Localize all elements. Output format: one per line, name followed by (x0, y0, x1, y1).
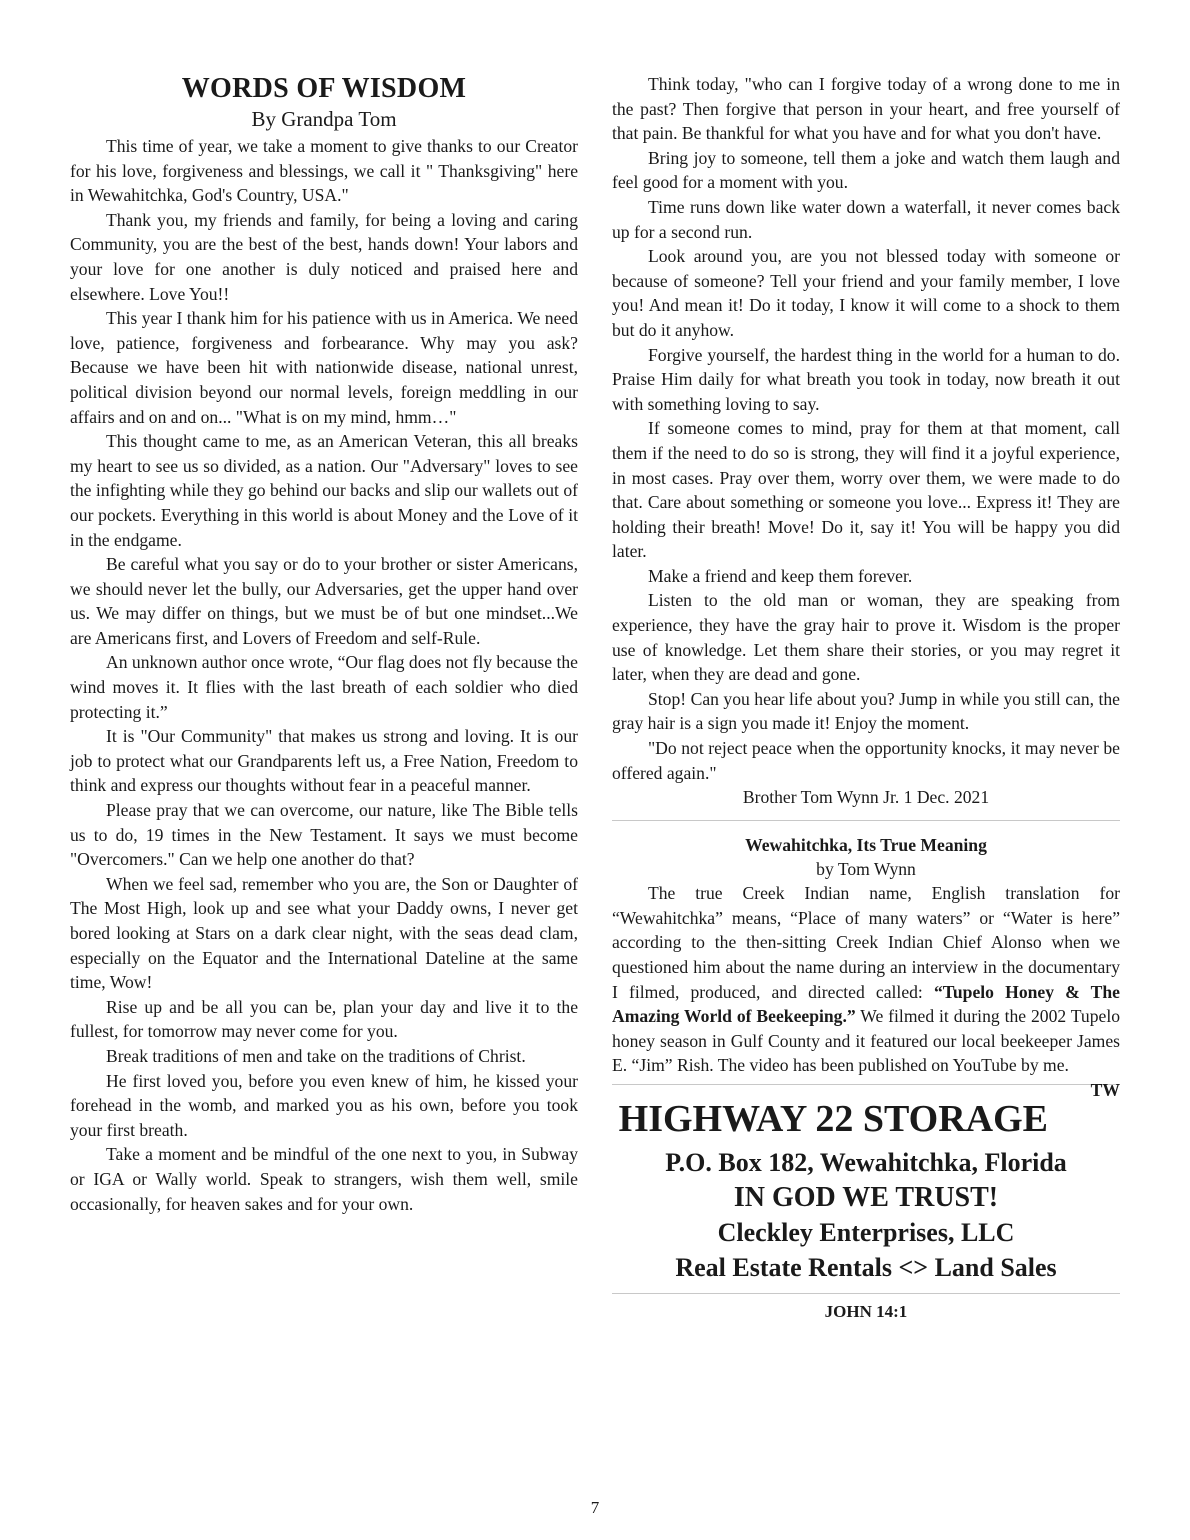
paragraph: Rise up and be all you can be, plan your day and live it to the fullest, for tomorrow may never come for you. (70, 996, 578, 1042)
meaning-byline: by Tom Wynn (816, 859, 916, 880)
paragraph: Take a moment and be mindful of the one next to you, in Subway or IGA or Wally world. Speak to strangers, wish them well, smile occasionally, for heaven sakes and for your own. (70, 1144, 578, 1214)
meaning-paragraph (612, 881, 1121, 1100)
meaning-title: Wewahitchka, Its True Meaning (745, 835, 987, 856)
paragraph: He first loved you, before you even knew of him, he kissed your forehead in the womb, and marked you as his own, before you took your first breath. (70, 1070, 578, 1140)
paragraph: Stop! Can you hear life about you? Jump in while you still can, the gray hair is a sign you made it! Enjoy the moment. (612, 688, 1120, 734)
paragraph: This time of year, we take a moment to give thanks to our Creator for his love, forgiveness and blessings, we call it " Thanksgiving" here in Wewahitchka, God's Country, USA." (70, 136, 578, 206)
ad-motto: IN GOD WE TRUST! (733, 1181, 999, 1213)
page-number: 7 (590, 1498, 600, 1517)
divider (612, 820, 1120, 821)
paragraph: Look around you, are you not blessed today with someone or because of someone? Tell your friend and your family member, I love you! And mean it! Do it today, I know it will come to a shock to them but do it anyhow. (612, 246, 1120, 340)
paragraph: Please pray that we can overcome, our nature, like The Bible tells us to do, 19 times in the New Testament. It says we must become "Overcomers." Can we help one another do that? (70, 800, 578, 870)
paragraph: If someone comes to mind, pray for them at that moment, call them if the need to do so is strong, they will find it a joyful experience, in most cases. Pray over them, worry over them, we were made to do that. Care about something or someone you love... Express it! They are holding their breath! Move! Do it, say it! You will be happy you did later. (612, 418, 1120, 562)
paragraph: "Do not reject peace when the opportunity knocks, it may never be offered again." (612, 738, 1120, 783)
paragraph: It is "Our Community" that makes us strong and loving. It is our job to protect what our Grandparents left us, a Free Nation, Freedom to think and express our thoughts without fear in a peaceful manner. (70, 726, 578, 796)
meaning-text-before: The true Creek Indian name, English translation for “Wewahitchka” means, “Place of many waters” or “Water is here” according to the then-sitting Creek Indian Chief Alonso when we questioned him about the name during an interview in the documentary I filmed, produced, and directed called: (612, 883, 1120, 1002)
left-column (70, 72, 578, 1216)
ad-address: P.O. Box 182, Wewahitchka, Florida (665, 1147, 1067, 1177)
paragraph: When we feel sad, remember who you are, the Son or Daughter of The Most High, look up and see what your Daddy owns, I never get bored looking at Stars on a dark clear night, with the seas dead clam, especially on the Equator and the International Dateline at the same time, Wow! (70, 873, 578, 993)
author-initials: TW (1090, 1079, 1120, 1100)
paragraph: Forgive yourself, the hardest thing in the world for a human to do. Praise Him daily for what breath you took in today, now breath it out with something loving to say. (612, 344, 1120, 414)
scripture-reference: JOHN 14:1 (824, 1301, 908, 1321)
paragraph: Make a friend and keep them forever. (648, 565, 913, 586)
paragraph: Thank you, my friends and family, for being a loving and caring Community, you are the best of the best, hands down! Your labors and your love for one another is duly noticed and praised here and elsewhere. Love You!! (70, 209, 578, 304)
signature: Brother Tom Wynn Jr. 1 Dec. 2021 (742, 787, 990, 808)
paragraph: Be careful what you say or do to your brother or sister Americans, we should never let the bully, our Adversaries, get the upper hand over us. We may differ on things, but we must be of but one mindset...We are Americans first, and Lovers of Freedom and self-Rule. (70, 554, 578, 648)
paragraph: Bring joy to someone, tell them a joke and watch them laugh and feel good for a moment with you. (612, 147, 1120, 193)
meaning-text-after: We filmed it during the 2002 Tupelo honey season in Gulf County and it featured our local beekeeper James E. “Jim” Rish. The video has been published on YouTube by me. (612, 1006, 1121, 1076)
ad-services: Real Estate Rentals <> Land Sales (675, 1252, 1057, 1282)
divider (612, 1293, 1120, 1294)
paragraph: Break traditions of men and take on the traditions of Christ. (106, 1045, 526, 1066)
paragraph: An unknown author once wrote, “Our flag does not fly because the wind moves it. It flies with the last breath of each soldier who died protecting it.” (70, 652, 578, 722)
ad-headline: HIGHWAY 22 STORAGE (618, 1097, 1049, 1140)
paragraph: Think today, "who can I forgive today of a wrong done to me in the past? Then forgive that person in your heart, and free yourself of that pain. Be thankful for what you have and for what you don't have. (612, 74, 1120, 144)
article-title: WORDS OF WISDOM (181, 73, 467, 104)
paragraph: This thought came to me, as an American Veteran, this all breaks my heart to see us so divided, as a nation. Our "Adversary" loves to see the infighting while they go behind our backs and slip our wallets out of our pockets. Everything in this world is about Money and the Love of it in the endgame. (70, 431, 578, 550)
paragraph: Listen to the old man or woman, they are speaking from experience, they have the gray hair to prove it. Wisdom is the proper use of knowledge. Let them share their stories, or you may regret it later, when they are dead and gone. (612, 590, 1120, 685)
advertisement (612, 1097, 1120, 1285)
article-byline: By Grandpa Tom (251, 107, 397, 131)
paragraph: This year I thank him for his patience with us in America. We need love, patience, forgiveness and forbearance. Why may you ask? Because we have been hit with nationwide disease, national unrest, political division beyond our normal levels, foreign meddling in our affairs and on and on... "What is on my mind, hmm…" (70, 308, 578, 427)
paragraph: Time runs down like water down a waterfall, it never comes back up for a second run. (612, 196, 1120, 242)
ad-company: Cleckley Enterprises, LLC (717, 1217, 1015, 1247)
divider (612, 1084, 1120, 1085)
film-title: “Tupelo Honey & The Amazing World of Beekeeping.” (612, 981, 1120, 1027)
right-column (612, 72, 1120, 1322)
